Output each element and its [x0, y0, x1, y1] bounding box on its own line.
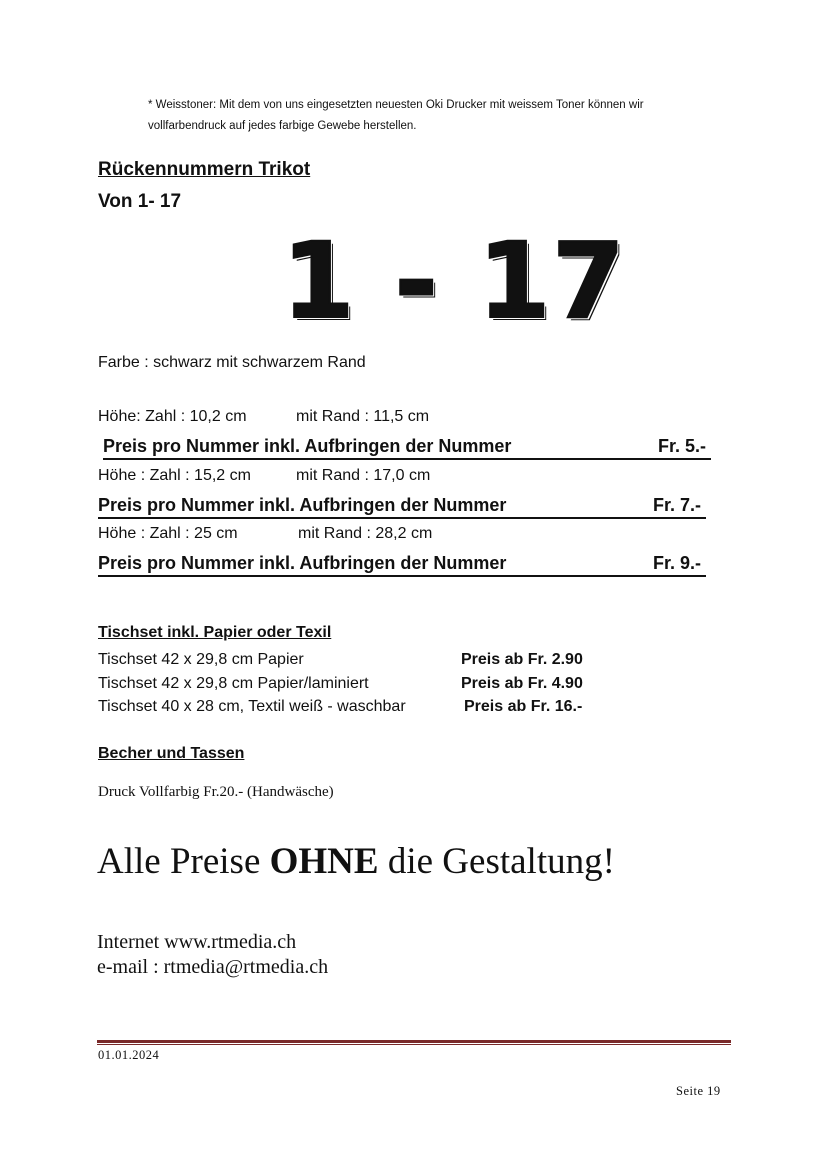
size-2-price-label: Preis pro Nummer inkl. Aufbringen der Nummer	[98, 495, 507, 515]
footer-rule	[97, 1040, 731, 1043]
back-numbers-range: Von 1- 17	[98, 191, 182, 212]
size-1-border: mit Rand : 11,5 cm	[296, 408, 430, 425]
size-1-price-value: Fr. 5.-	[658, 436, 707, 456]
size-3-underline	[98, 575, 706, 577]
size-2-border: mit Rand : 17,0 cm	[296, 467, 431, 484]
page-number: Seite 19	[676, 1084, 721, 1098]
toner-note-line-2: vollfarbendruck auf jedes farbige Gewebe herstellen.	[148, 120, 417, 132]
slogan-part-1: Alle Preise	[97, 841, 270, 882]
slogan-bold: OHNE	[269, 841, 379, 882]
mugs-title: Becher und Tassen	[98, 745, 245, 762]
size-1-underline	[103, 458, 711, 460]
size-2-price-value: Fr. 7.-	[653, 495, 702, 515]
big-number-graphic: 1 - 17	[282, 220, 627, 342]
placemat-2-price: Preis ab Fr. 4.90	[461, 675, 583, 692]
mugs-text: Druck Vollfarbig Fr.20.- (Handwäsche)	[98, 784, 334, 800]
size-3-border: mit Rand : 28,2 cm	[298, 525, 433, 542]
color-text: Farbe : schwarz mit schwarzem Rand	[98, 354, 366, 371]
size-3-price-label: Preis pro Nummer inkl. Aufbringen der Nummer	[98, 553, 507, 573]
size-3-price-value: Fr. 9.-	[653, 553, 702, 573]
size-1-height: Höhe: Zahl : 10,2 cm	[98, 408, 247, 425]
footer-date: 01.01.2024	[98, 1048, 160, 1062]
slogan-part-2: die Gestaltung!	[378, 841, 615, 882]
placemat-1-price: Preis ab Fr. 2.90	[461, 651, 583, 668]
footer-rule-thin	[97, 1044, 731, 1045]
placemat-1-name: Tischset 42 x 29,8 cm Papier	[98, 651, 304, 668]
placemat-3-price: Preis ab Fr. 16.-	[464, 698, 583, 715]
contact-internet: Internet www.rtmedia.ch	[97, 931, 297, 953]
back-numbers-title: Rückennummern Trikot	[98, 159, 311, 180]
placemat-3-name: Tischset 40 x 28 cm, Textil weiß - waschbar	[98, 698, 406, 715]
size-2-underline	[98, 517, 706, 519]
slogan	[97, 840, 615, 883]
placemat-2-name: Tischset 42 x 29,8 cm Papier/laminiert	[98, 675, 369, 692]
size-2-height: Höhe : Zahl : 15,2 cm	[98, 467, 251, 484]
size-1-price-label: Preis pro Nummer inkl. Aufbringen der Nummer	[103, 436, 512, 456]
contact-email: e-mail : rtmedia@rtmedia.ch	[97, 956, 329, 978]
toner-note-line-1: * Weisstoner: Mit dem von uns eingesetzten neuesten Oki Drucker mit weissem Toner können wir	[148, 99, 644, 111]
placemats-title: Tischset inkl. Papier oder Texil	[98, 624, 332, 641]
size-3-height: Höhe : Zahl : 25 cm	[98, 525, 238, 542]
